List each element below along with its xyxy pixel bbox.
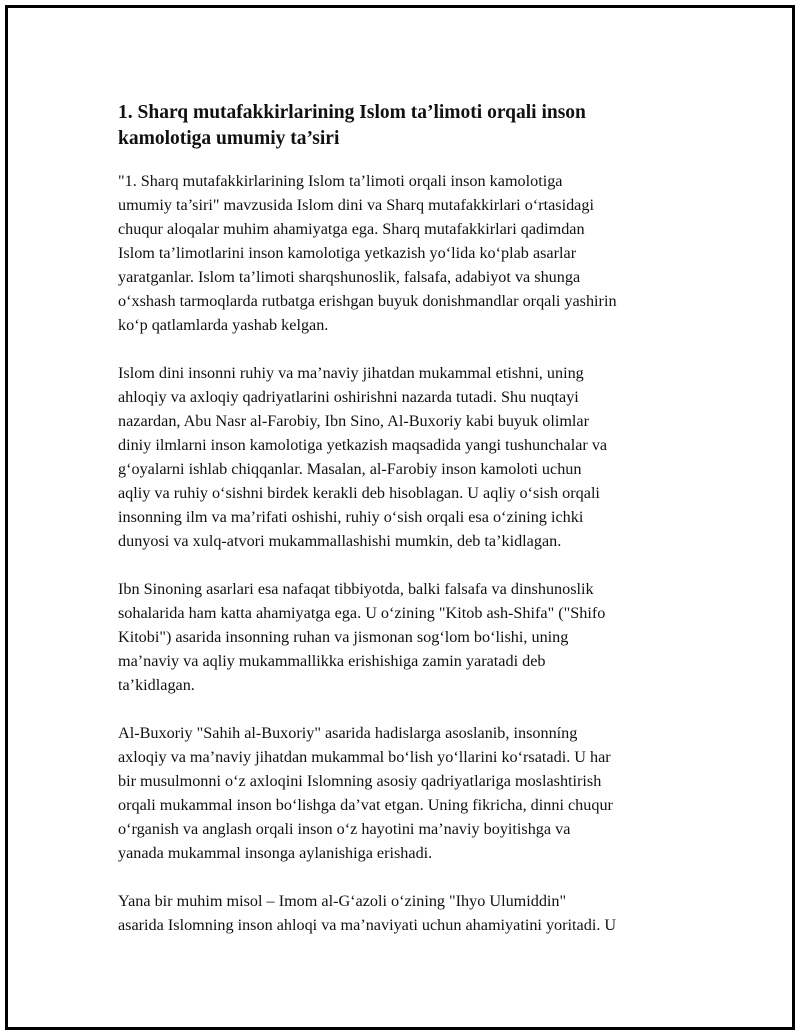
document-body — [118, 100, 708, 961]
page-frame — [5, 5, 795, 1030]
paragraph-4: Al-Buxoriy "Sahih al-Buxoriy" asarida hadislarga asoslanib, insonníng axloqiy va ma’naviy jihatdan mukammal bo‘lish yo‘llarini ko‘rsatadi. U har bir musulmonni o‘z axloqini Islomning asosiy qadriyatlariga moslashtirish orqali mukammal inson bo‘lishga da’vat etgan. Uning fikricha, dinni chuqur o‘rganish va anglash orqali inson o‘z hayotini ma’naviy boyitishga va yanada mukammal insonga aylanishiga erishadi. — [118, 724, 613, 862]
paragraph-5: Yana bir muhim misol – Imom al-G‘azoli o‘zining "Ihyo Ulumiddin" asarida Islomning inson ahloqi va ma’naviyati uchun ahamiyatini yoritadi. U — [118, 892, 617, 934]
section-title: 1. Sharq mutafakkirlarining Islom ta’limoti orqali inson kamolotiga umumiy ta’siri — [118, 102, 586, 149]
paragraph-1: "1. Sharq mutafakkirlarining Islom ta’limoti orqali inson kamolotiga umumiy ta’siri" mavzusida Islom dini va Sharq mutafakkirlari o‘rtasidagi chuqur aloqalar muhim ahamiyatga ega. Sharq mutafakkirlari qadimdan Islom ta’limotlarini inson kamolotiga yetkazish yo‘lida ko‘plab asarlar yaratganlar. Islom ta’limoti sharqshunoslik, falsafa, adabiyot va shunga o‘xshash tarmoqlarda rutbatga erishgan buyuk donishmandlar orqali yashirin ko‘p qatlamlarda yashab kelgan. — [118, 172, 617, 334]
paragraph-2: Islom dini insonni ruhiy va ma’naviy jihatdan mukammal etishni, uning ahloqiy va axloqiy qadriyatlarini oshirishni nazarda tutadi. Shu nuqtayi nazardan, Abu Nasr al-Farobiy, Ibn Sino, Al-Buxoriy kabi buyuk olimlar diniy ilmlarni inson kamolotiga yetkazish maqsadida yangi tushunchalar va g‘oyalarni ishlab chiqqanlar. Masalan, al-Farobiy inson kamoloti uchun aqliy va ruhiy o‘sishni birdek kerakli deb hisoblagan. U aqliy o‘sish orqali insonning ilm va ma’rifati oshishi, ruhiy o‘sish orqali esa o‘zining ichki dunyosi va xulq-atvori mukammallashishi mumkin, deb ta’kidlagan. — [118, 364, 608, 550]
paragraph-3: Ibn Sinoning asarlari esa nafaqat tibbiyotda, balki falsafa va dinshunoslik sohalarida ham katta ahamiyatga ega. U o‘zining "Kitob ash-Shifa" ("Shifo Kitobi") asarida insonning ruhan va jismonan sog‘lom bo‘lishi, uning ma’naviy va aqliy mukammallikka erishishiga zamin yaratadi deb ta’kidlagan. — [118, 580, 606, 694]
